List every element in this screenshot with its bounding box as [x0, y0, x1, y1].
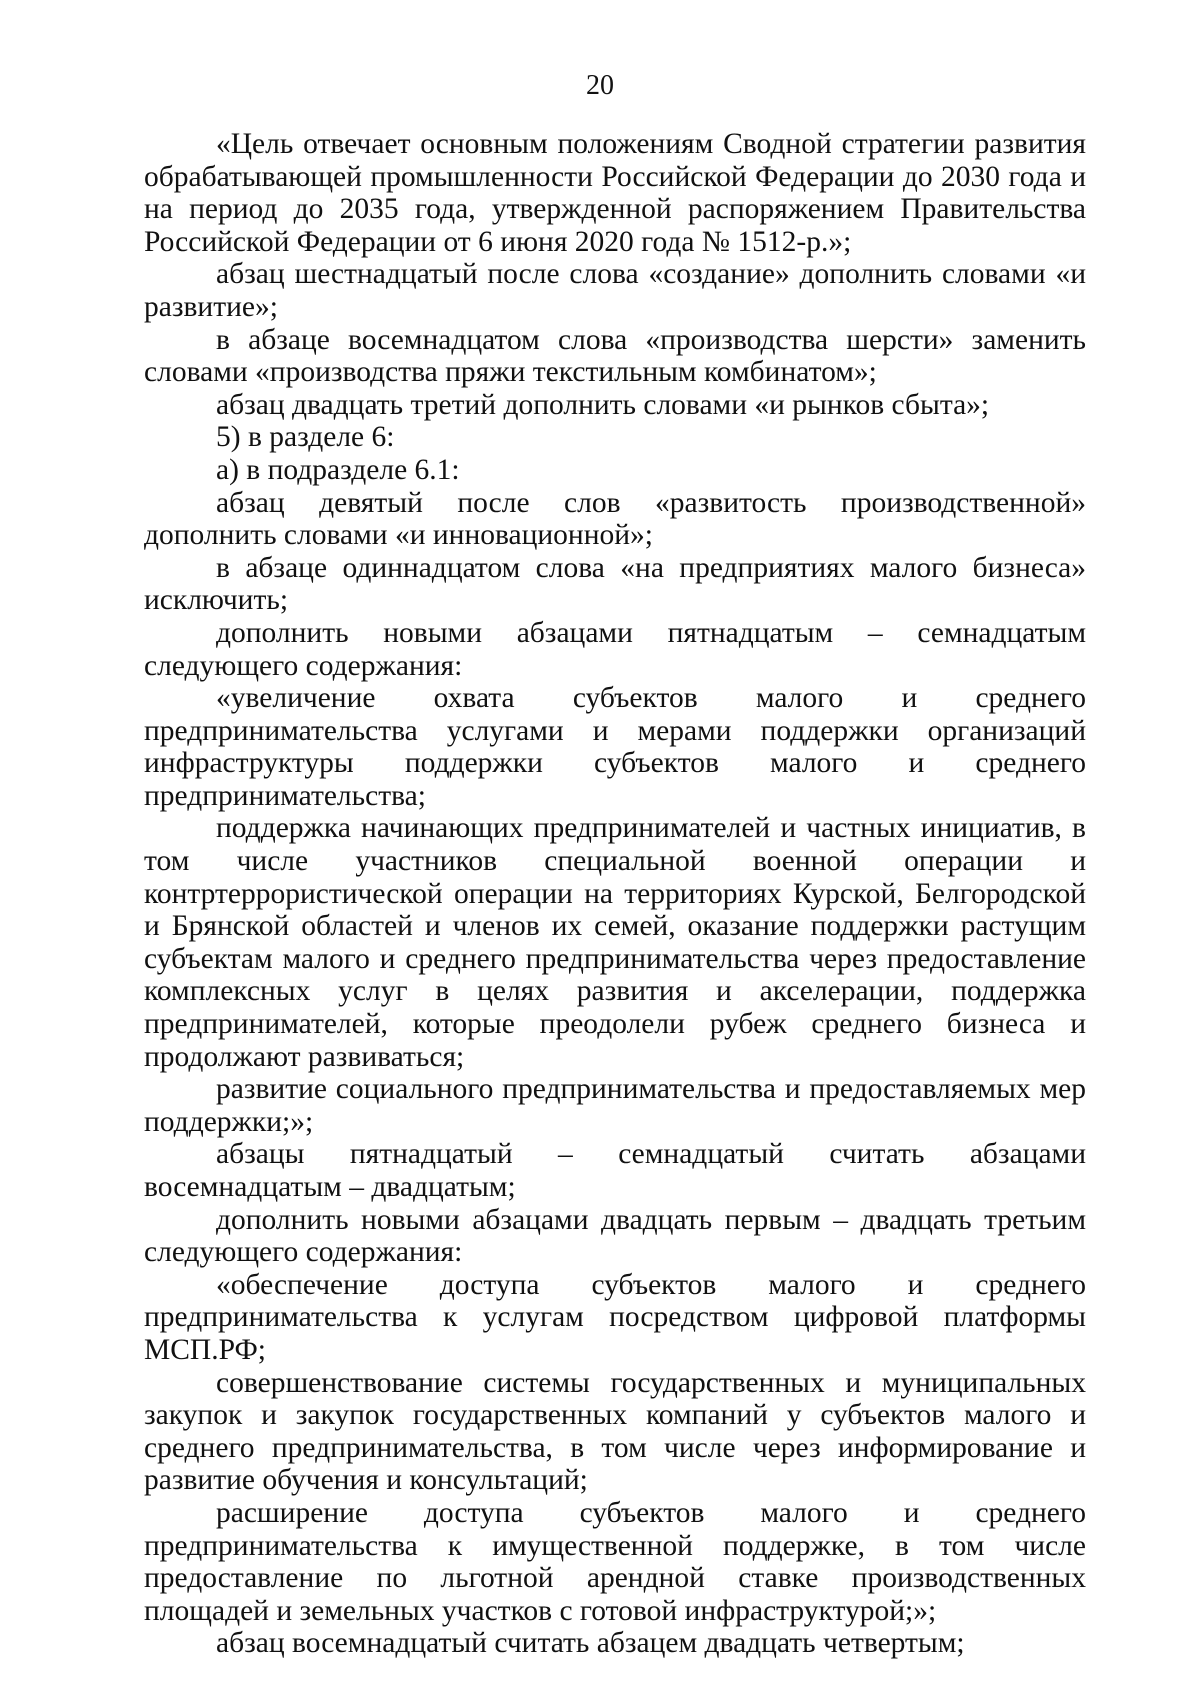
- quote-support-entrepreneurs: поддержка начинающих предпринимателей и частных инициатив, в том числе участников специальной военной операции и контртеррористической операции на территориях Курской, Белгородской и Брянской областей и членов их семей, оказание поддержки растущим субъектам малого и среднего предпринимательства через предоставление комплексных услуг в целях развития и акселерации, поддержка предпринимателей, которые преодолели рубеж среднего бизнеса и продолжают развиваться;: [144, 812, 1086, 1073]
- page-number: 20: [586, 70, 614, 101]
- paragraph-11-amendment: в абзаце одиннадцатом слова «на предприятиях малого бизнеса» исключить;: [144, 551, 1086, 617]
- subsection-6-1-heading: а) в подразделе 6.1:: [216, 453, 460, 486]
- section-6-heading: 5) в разделе 6:: [216, 421, 395, 454]
- paragraph-16-amendment: абзац шестнадцатый после слова «создание» дополнить словами «и развитие»;: [144, 258, 1086, 323]
- paragraph-9-amendment: абзац девятый после слов «развитость производственной» дополнить словами «и инновационной»;: [144, 486, 1086, 552]
- renumber-paragraphs-15-17: абзацы пятнадцатый – семнадцатый считать абзацами восемнадцатым – двадцатым;: [144, 1138, 1086, 1203]
- paragraph-18-amendment: в абзаце восемнадцатом слова «производства шерсти» заменить словами «производства пряжи текстильным комбинатом»;: [144, 323, 1086, 389]
- quote-digital-platform: «обеспечение доступа субъектов малого и среднего предпринимательства к услугам посредством цифровой платформы МСП.РФ;: [144, 1268, 1086, 1366]
- paragraph-23-amendment: абзац двадцать третий дополнить словами «и рынков сбыта»;: [216, 388, 990, 421]
- paragraph-goal-quote: «Цель отвечает основным положениям Сводной стратегии развития обрабатывающей промышленности Российской Федерации до 2030 года и на период до 2035 года, утвержденной распоряжением Правительства Российской Федерации от 6 июня 2020 года № 1512-р.»;: [144, 128, 1086, 258]
- add-paragraphs-21-23: дополнить новыми абзацами двадцать первым – двадцать третьим следующего содержания:: [144, 1203, 1086, 1269]
- renumber-paragraph-18: абзац восемнадцатый считать абзацем двадцать четвертым;: [216, 1627, 965, 1660]
- quote-social-entrepreneurship: развитие социального предпринимательства и предоставляемых мер поддержки;»;: [144, 1073, 1086, 1138]
- quote-property-support: расширение доступа субъектов малого и среднего предпринимательства к имущественной поддержке, в том числе предоставление по льготной арендной ставке производственных площадей и земельных участков с готовой инфраструктурой;»;: [144, 1496, 1086, 1627]
- document-body: [144, 128, 1086, 1660]
- add-paragraphs-15-17: дополнить новыми абзацами пятнадцатым – семнадцатым следующего содержания:: [144, 616, 1086, 682]
- quote-msp-coverage: «увеличение охвата субъектов малого и среднего предпринимательства услугами и мерами поддержки организаций инфраструктуры поддержки субъектов малого и среднего предпринимательства;: [144, 682, 1086, 812]
- quote-procurement: совершенствование системы государственных и муниципальных закупок и закупок государственных компаний у субъектов малого и среднего предпринимательства, в том числе через информирование и развитие обучения и консультаций;: [144, 1366, 1086, 1497]
